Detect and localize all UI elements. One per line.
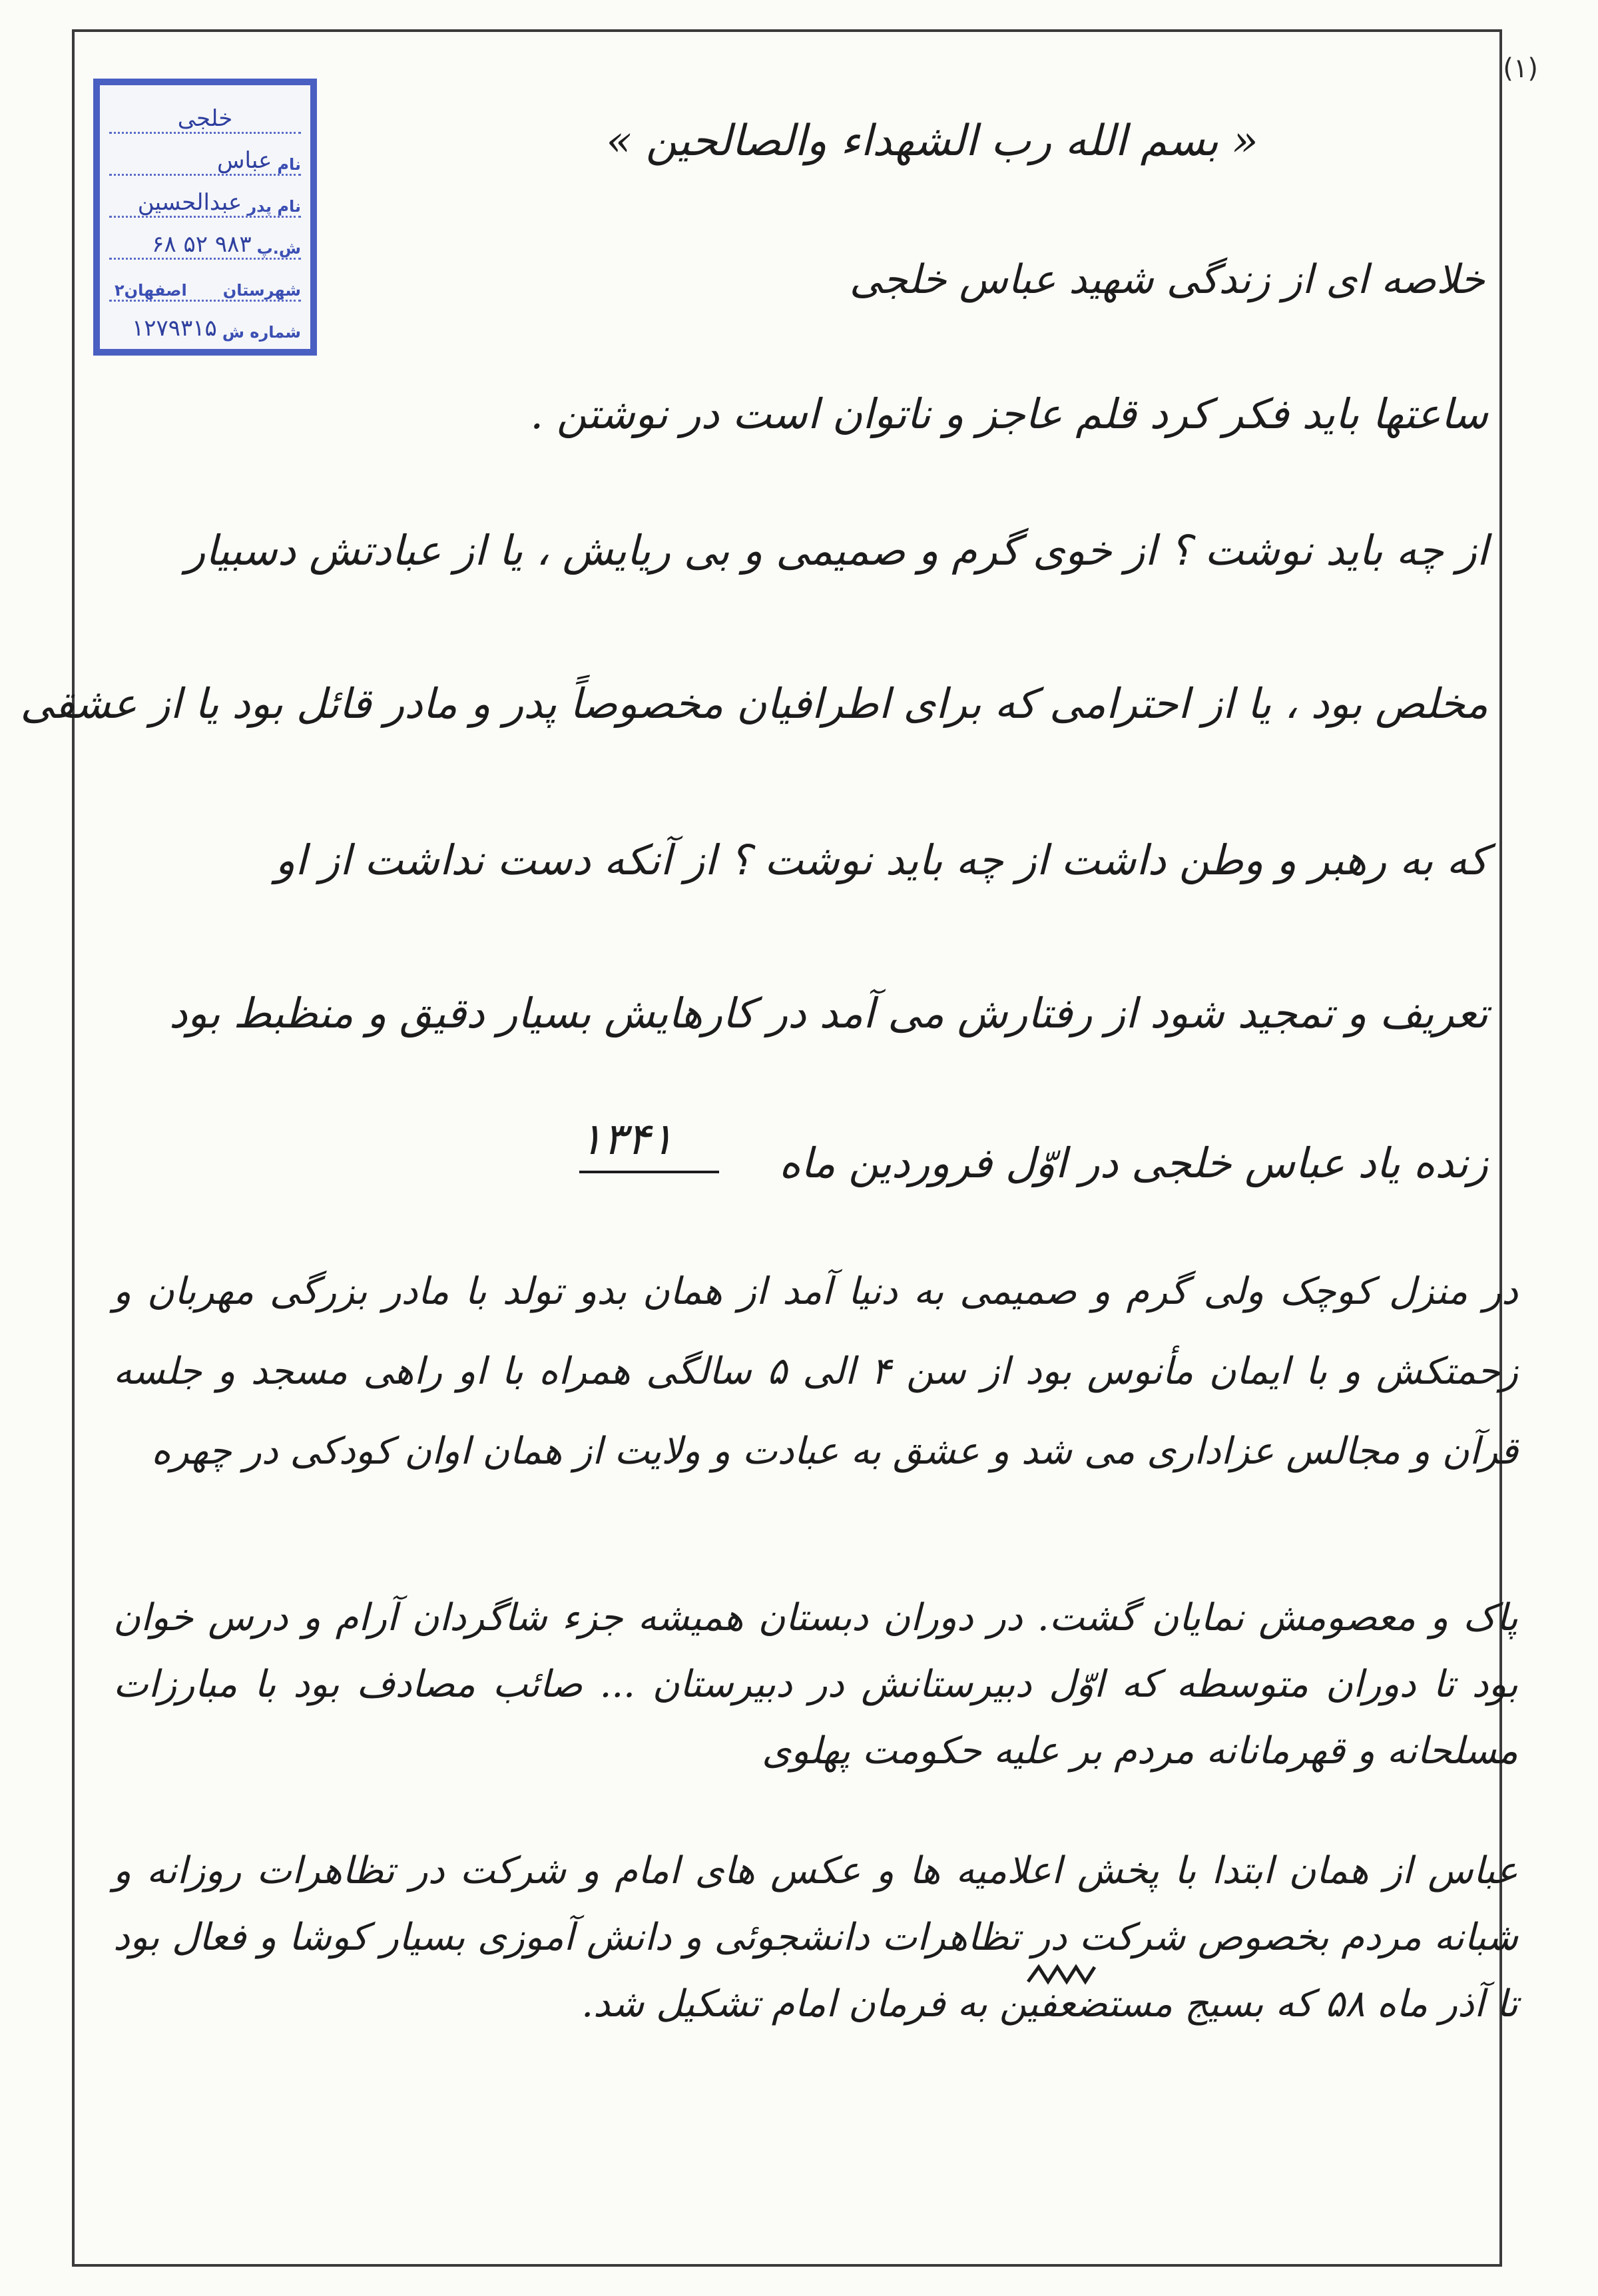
stamp-file-label: شماره ش [222, 323, 301, 342]
stamp-city-row [109, 260, 301, 302]
paragraph-childhood: در منزل کوچک ولی گرم و صمیمی به دنیا آمد از همان بدو تولد با مادر بزرگی مهربان و زحمتکش و با ایمان مأنوس بود از سن ۴ الی ۵ سالگی همراه با او راهی مسجد و جلسه قرآن و مجالس عزاداری می شد و عشق به عبادت و ولایت از همان اوان کودکی در چهره [113, 1270, 1518, 1473]
stamp-id-label: ش.پ [256, 239, 301, 258]
birth-year-underline [579, 1171, 719, 1173]
stamp-file-value: ۱۲۷۹۳۱۵ [131, 315, 217, 342]
page-number: (۱) [1503, 53, 1538, 84]
stamp-father-label: نام پدر [247, 197, 301, 216]
stamp-name-label: نام [277, 155, 301, 174]
stamp-id-row [109, 218, 301, 260]
crossed-out-word [1025, 1962, 1099, 1988]
intro-line-5: تعریف و تمجید شود از رفتارش می آمد در کارهایش بسیار دقیق و منظبط بود [168, 989, 1488, 1037]
intro-line-2: از چه باید نوشت ؟ از خوی گرم و صمیمی و بی ریایش ، یا از عبادتش دسبیار [185, 526, 1488, 575]
stamp-city-value: اصفهان۲ [115, 281, 187, 300]
official-stamp [93, 79, 317, 356]
stamp-id-value: ۹۸۳ ۵۲ ۶۸ [152, 231, 252, 258]
intro-line-3: مخلص بود ، یا از احترامی که برای اطرافیان مخصوصاً پدر و مادر قائل بود یا از عشقی [20, 679, 1488, 728]
stamp-surname-row [109, 92, 301, 134]
stamp-father-value: عبدالحسین [137, 189, 242, 216]
stamp-name-value: عباس [216, 147, 272, 174]
paragraph-revolution: عباس از همان ابتدا با پخش اعلامیه ها و عکس های امام و شرکت در تظاهرات روزانه و شبانه مردم بخصوص شرکت در تظاهرات دانشجوئی و دانش آموزی بسیار کوشا و فعال بود تا آذر ماه ۵۸ که بسیج مستضعفین به فرمان امام تشکیل شد. [113, 1849, 1518, 2026]
stamp-surname: خلجی [177, 105, 233, 132]
stamp-city-label: شهرستان [222, 281, 301, 300]
stamp-name-row [109, 134, 301, 176]
birth-year: ۱۳۴۱ [579, 1113, 674, 1165]
paragraph-schooling: پاک و معصومش نمایان گشت. در دوران دبستان همیشه جزء شاگردان آرام و درس خوان بود تا دوران متوسطه که اوّل دبیرستانش در دبیرستان ... صائب مصادف بود با مبارزات مسلحانه و قهرمانانه مردم بر علیه حکومت پهلوی [113, 1596, 1518, 1773]
stamp-file-row [109, 302, 301, 342]
intro-line-4: که به رهبر و وطن داشت از چه باید نوشت ؟ از آنکه دست نداشت از او [275, 836, 1488, 884]
intro-line-1: ساعتها باید فکر کرد قلم عاجز و ناتوان است در نوشتن . [530, 390, 1488, 438]
letter-title: « بسم الله رب الشهداء والصالحین » [606, 117, 1258, 166]
stamp-father-row [109, 176, 301, 218]
letter-heading: خلاصه ای از زندگی شهید عباس خلجی [849, 256, 1485, 303]
birth-date-line: زنده یاد عباس خلجی در اوّل فروردین ماه [779, 1139, 1488, 1187]
